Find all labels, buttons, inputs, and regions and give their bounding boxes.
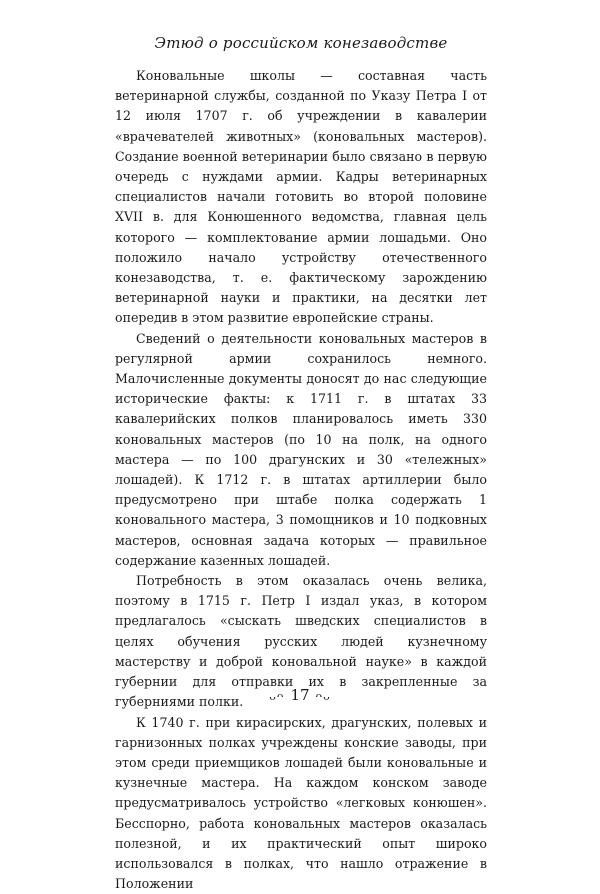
ornament-right-icon: ᴖᴗ [316, 690, 331, 703]
ornament-left-icon: ᴗᴖ [269, 690, 284, 703]
page-body [115, 34, 487, 894]
paragraph-1: Коновальные школы — составная часть ветеринарной службы, созданной по Указу Петра I от 12 июля 1707 г. об учреждении в кавалерии «врачевателей животных» (коновальных мастеров). Создание военной ветеринарии было связано в первую очередь с нуждами армии. Кадры ветеринарных специалистов начали готовить во второй половине XVII в. для Конюшенного ведомства, главная цель которого — комплектование армии лошадьми. Оно положило начало устройству отечественного конезаводства, т. е. фактическому зарождению ветеринарной науки и практики, на десятки лет опередив в этом развитие европейские страны. [115, 66, 487, 329]
paragraph-4: К 1740 г. при кирасирских, драгунских, полевых и гарнизонных полках учреждены конские заводы, при этом среди приемщиков лошадей были коновальные и кузнечные мастера. На каждом конском заводе предусматривалось устройство «легковых конюшен». Бесспорно, работа коновальных мастеров оказалась полезной, и их практический опыт широко использовался в полках, что нашло отражение в Положении [115, 713, 487, 894]
page-number: 17 [290, 686, 309, 704]
folio [0, 686, 600, 704]
paragraph-3: Потребность в этом оказалась очень велика, поэтому в 1715 г. Петр I издал указ, в котором предлагалось «сыскать шведских специалистов в целях обучения русских людей кузнечному мастерству и доброй коновальной науке» в каждой губернии для отправки их в закрепленные за губерниями полки. [115, 571, 487, 712]
paragraph-2: Сведений о деятельности коновальных мастеров в регулярной армии сохранилось немного. Малочисленные документы доносят до нас следующие исторические факты: к 1711 г. в штатах 33 кавалерийских полков планировалось иметь 330 коновальных мастеров (по 10 на полк, на одного мастера — по 100 драгунских и 30 «тележных» лошадей). К 1712 г. в штатах артиллерии было предусмотрено при штабе полка содержать 1 коновального мастера, 3 помощников и 10 подковных мастеров, основная задача которых — правильное содержание казенных лошадей. [115, 329, 487, 571]
running-head: Этюд о российском конезаводстве [115, 34, 487, 52]
